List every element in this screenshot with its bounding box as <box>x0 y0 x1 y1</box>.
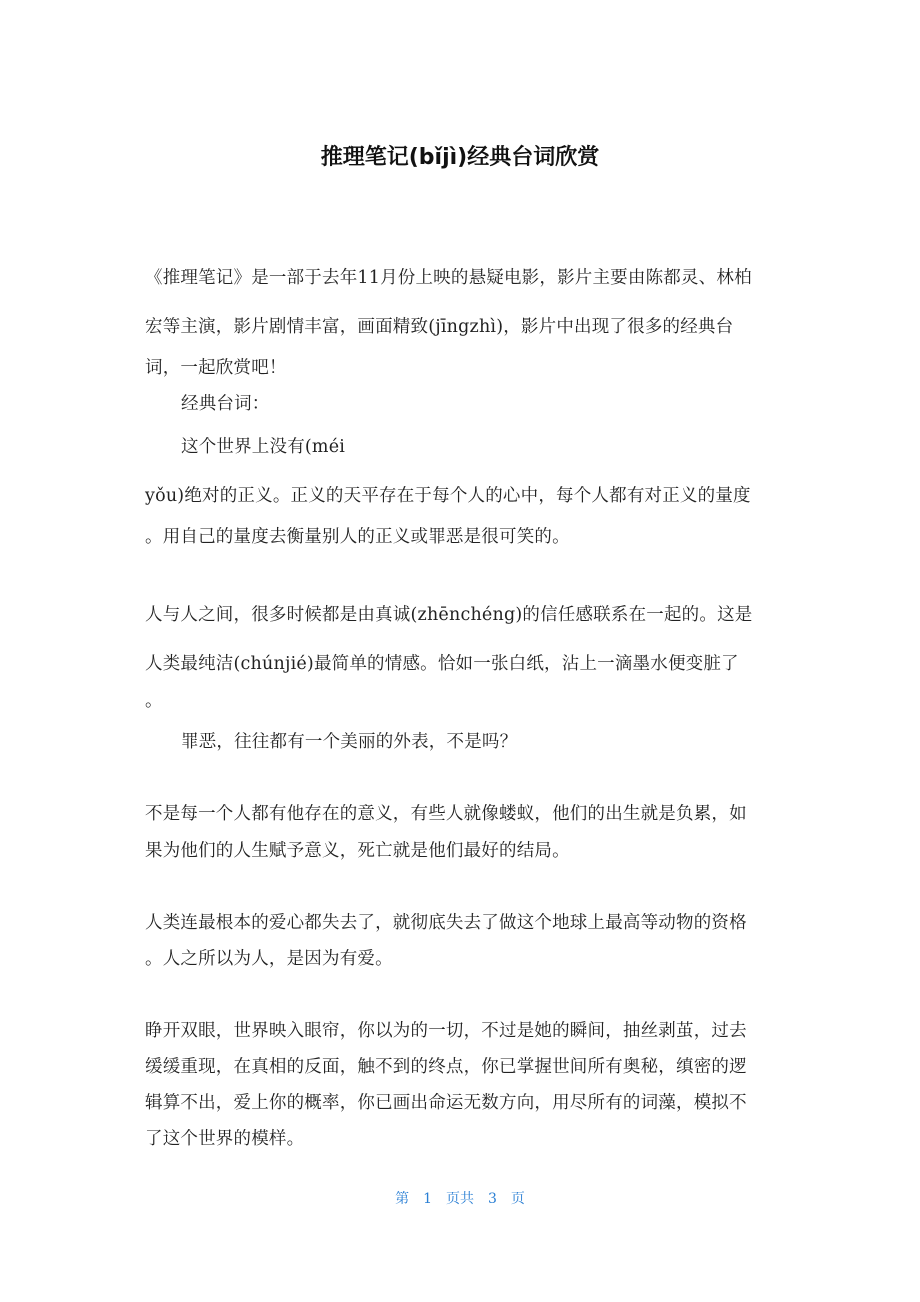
body-text-line: 缓缓重现，在真相的反面，触不到的终点，你已掌握世间所有奥秘，缜密的逻 <box>145 1057 747 1077</box>
body-text-line: 词，一起欣赏吧！ <box>145 358 287 378</box>
body-text-line: 睁开双眼，世界映入眼帘，你以为的一切，不过是她的瞬间，抽丝剥茧，过去 <box>145 1021 747 1041</box>
body-text-line: 不是每一个人都有他存在的意义，有些人就像蝼蚁，他们的出生就是负累，如 <box>145 804 747 824</box>
page-footer <box>0 1188 920 1208</box>
body-text-line: 《推理笔记》是一部于去年11月份上映的悬疑电影，影片主要由陈都灵、林柏 <box>145 268 752 288</box>
current-page: 1 <box>423 1191 432 1207</box>
body-text-line: 。 <box>145 691 163 711</box>
page-label-suffix: 页 <box>510 1191 525 1207</box>
body-text-line: 人与人之间，很多时候都是由真诚(zhēnchéng)的信任感联系在一起的。这是 <box>145 605 753 625</box>
body-text-line: 人类最纯洁(chúnjié)最简单的情感。恰如一张白纸，沾上一滴墨水便变脏了 <box>145 654 739 674</box>
page-label-mid: 页共 <box>446 1191 474 1207</box>
body-text-line: 宏等主演，影片剧情丰富，画面精致(jīngzhì)，影片中出现了很多的经典台 <box>145 317 734 337</box>
body-text-line: 这个世界上没有(méi <box>181 437 346 457</box>
body-text-line: yǒu)绝对的正义。正义的天平存在于每个人的心中，每个人都有对正义的量度 <box>145 486 751 506</box>
body-text-line: 辑算不出，爱上你的概率，你已画出命运无数方向，用尽所有的词藻，模拟不 <box>145 1093 747 1113</box>
body-text-line: 罪恶，往往都有一个美丽的外表，不是吗？ <box>181 732 518 752</box>
body-text-line: 。人之所以为人，是因为有爱。 <box>145 949 393 969</box>
body-text-line: 果为他们的人生赋予意义，死亡就是他们最好的结局。 <box>145 841 570 861</box>
body-text-line: 经典台词： <box>181 394 270 414</box>
document-title: 推理笔记(bǐjì)经典台词欣赏 <box>320 145 600 170</box>
body-text-line: 人类连最根本的爱心都失去了，就彻底失去了做这个地球上最高等动物的资格 <box>145 913 747 933</box>
body-text-line: 。用自己的量度去衡量别人的正义或罪恶是很可笑的。 <box>145 527 570 547</box>
page-label-prefix: 第 <box>395 1191 410 1207</box>
body-text-line: 了这个世界的模样。 <box>145 1129 305 1149</box>
total-pages: 3 <box>488 1191 497 1207</box>
